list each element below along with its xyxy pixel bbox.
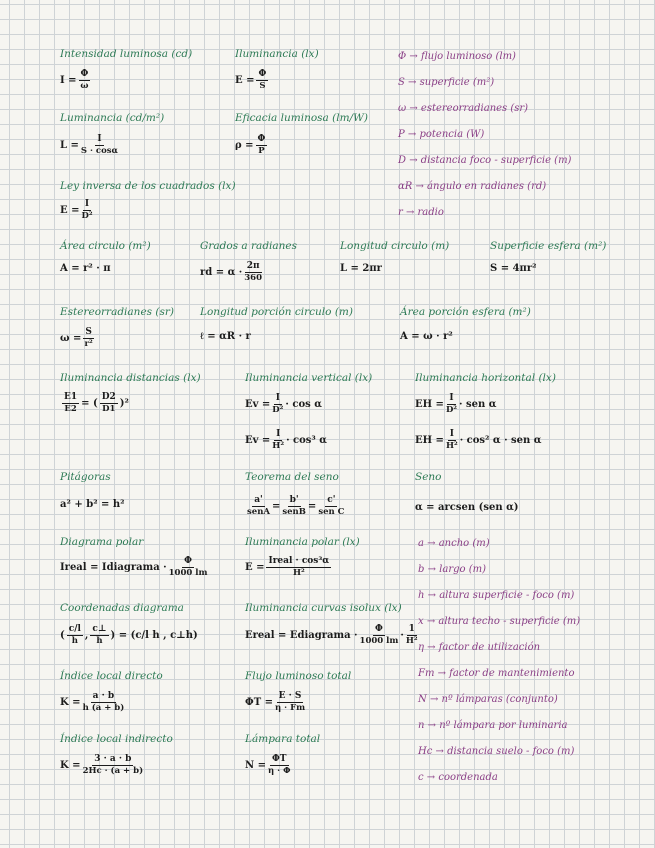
arrow-icon: →	[415, 181, 428, 192]
glossary-item	[418, 642, 540, 653]
glossary-symbol: c	[418, 772, 427, 783]
title-coordenadas: Coordenadas diagrama	[60, 602, 184, 614]
formula-coordenadas: ( $\frac{c/l}{h}$ , $\frac{c\perp}{h}$ ) = (c/l h , c⊥h)	[60, 624, 198, 646]
title-ilum-horizontal: Iluminancia horizontal (lx)	[415, 372, 556, 384]
formula-ilum-distancias: $\frac{E1}{E2}$ = ( $\frac{D2}{D1}$ )²	[64, 392, 129, 414]
glossary-symbol: η	[418, 642, 428, 653]
glossary-text: nº lámparas (conjunto)	[441, 694, 558, 705]
title-grados-radianes: Grados a radianes	[200, 240, 298, 252]
arrow-icon: →	[427, 720, 440, 731]
title-estereorradianes: Estereorradianes (sr)	[60, 306, 174, 318]
formula-ilum-vertical-2: Ev = $\frac{I}{\text{H²}}$ · cos³ α	[245, 429, 327, 451]
arrow-icon: →	[427, 564, 440, 575]
glossary-text: flujo luminoso (lm)	[420, 51, 516, 62]
arrow-icon: →	[426, 772, 439, 783]
glossary-item	[418, 590, 574, 601]
glossary-text: factor de mantenimiento	[449, 668, 575, 679]
title-area-porcion: Área porción esfera (m²)	[400, 306, 531, 318]
formula-grados-radianes: rd = α · $\frac{2\pi}{360}$	[200, 261, 263, 283]
title-luminancia: Luminancia (cd/m²)	[60, 112, 165, 124]
glossary-symbol: P	[398, 129, 408, 140]
title-ilum-curvas: Iluminancia curvas isolux (lx)	[245, 602, 402, 614]
title-ilum-polar: Iluminancia polar (lx)	[245, 536, 360, 548]
formula-longitud-porcion: ℓ = αR · r	[200, 331, 251, 342]
arrow-icon: →	[409, 103, 421, 114]
title-indice-directo: Índice local directo	[60, 670, 163, 682]
glossary-symbol: Hc	[418, 746, 436, 757]
formula-ilum-curvas: Ereal = Ediagrama · $\frac{\Phi}{1000 lm}$ · $\frac{1}{\text{H²}}$	[245, 624, 418, 646]
formula-luminancia: L = $\frac{I}{S \cdot \cos\alpha}$	[60, 134, 119, 156]
glossary-item	[398, 77, 494, 88]
formula-area-circulo: A = r² · π	[60, 263, 111, 274]
glossary-symbol: a	[418, 538, 428, 549]
title-inversa: Ley inversa de los cuadrados (lx)	[60, 180, 236, 192]
title-pitagoras: Pitágoras	[60, 471, 111, 483]
glossary-symbol: n	[418, 720, 428, 731]
glossary-symbol: h	[418, 590, 428, 601]
glossary-item	[418, 720, 567, 731]
arrow-icon: →	[427, 538, 439, 549]
glossary-text: estereorradianes (sr)	[420, 103, 529, 114]
formula-flujo-total: ΦT = $\frac{E \cdot S}{\eta \cdot Fm}$	[245, 691, 306, 713]
formula-seno: α = arcsen (sen α)	[415, 502, 519, 513]
glossary-symbol: r	[398, 207, 406, 218]
glossary-symbol: N	[418, 694, 430, 705]
formula-diagrama-polar: Ireal = Idiagrama · $\frac{\Phi}{1000 lm}$	[60, 556, 208, 578]
arrow-icon: →	[426, 616, 439, 627]
formula-superficie-esfera: S = 4πr²	[490, 263, 537, 274]
glossary-text: radio	[417, 207, 444, 218]
glossary-text: ancho (m)	[438, 538, 490, 549]
glossary-symbol: αR	[398, 181, 416, 192]
title-seno: Seno	[415, 471, 442, 483]
title-intensidad: Intensidad luminosa (cd)	[60, 48, 193, 60]
formula-ilum-polar: E = Ireal · cos³α H²	[245, 556, 330, 578]
glossary-symbol: b	[418, 564, 428, 575]
arrow-icon: →	[435, 746, 448, 757]
glossary-item	[418, 772, 498, 783]
title-ilum-distancias: Iluminancia distancias (lx)	[60, 372, 201, 384]
formula-iluminancia: E = $\frac{\Phi}{S}$	[235, 69, 267, 91]
title-iluminancia: Iluminancia (lx)	[235, 48, 319, 60]
glossary-text: coordenada	[438, 772, 498, 783]
glossary-item	[418, 564, 486, 575]
glossary-item	[398, 103, 528, 114]
glossary-text: altura superficie - foco (m)	[439, 590, 575, 601]
title-longitud-porcion: Longitud porción circulo (m)	[200, 306, 353, 318]
formula-ilum-vertical-1: Ev = $\frac{I}{\text{D²}}$ · cos α	[245, 393, 322, 415]
formula-intensidad: I = $\frac{\Phi}{\omega}$	[60, 69, 89, 91]
title-longitud-circulo: Longitud circulo (m)	[340, 240, 450, 252]
glossary-item	[398, 129, 484, 140]
formula-ilum-horizontal-1: EH = $\frac{I}{\text{D²}}$ · sen α	[415, 393, 497, 415]
arrow-icon: →	[427, 590, 440, 601]
arrow-icon: →	[437, 668, 450, 679]
glossary-text: superficie (m²)	[419, 77, 495, 88]
arrow-icon: →	[409, 155, 421, 166]
arrow-icon: →	[408, 77, 420, 88]
formula-longitud-circulo: L = 2πr	[340, 263, 382, 274]
formula-indice-directo: K = $\frac{a \cdot b}{h (a + b)}$	[60, 691, 125, 713]
title-lampara-total: Lámpara total	[245, 733, 321, 745]
glossary-symbol: Fm	[418, 668, 438, 679]
arrow-icon: →	[409, 51, 421, 62]
formula-ilum-horizontal-2: EH = $\frac{I}{\text{H²}}$ · cos² α · sen α	[415, 429, 542, 451]
title-flujo-total: Flujo luminoso total	[245, 670, 352, 682]
glossary-symbol: x	[418, 616, 427, 627]
arrow-icon: →	[407, 129, 420, 140]
glossary-text: nº lámpara por luminaria	[439, 720, 568, 731]
title-teorema-seno: Teorema del seno	[245, 471, 339, 483]
glossary-item	[418, 616, 580, 627]
glossary-text: ángulo en radianes (rd)	[427, 181, 547, 192]
glossary-symbol: ω	[398, 103, 410, 114]
title-diagrama-polar: Diagrama polar	[60, 536, 144, 548]
glossary-item	[398, 51, 516, 62]
glossary-item	[418, 694, 558, 705]
arrow-icon: →	[405, 207, 418, 218]
glossary-item	[398, 181, 546, 192]
arrow-icon: →	[427, 642, 439, 653]
formula-teorema-seno: a' senA = b' senB = c' sen C	[247, 495, 345, 517]
glossary-item	[398, 207, 444, 218]
glossary-text: factor de utilización	[438, 642, 541, 653]
formula-lampara-total: N = $\frac{\Phi T}{\eta \cdot \Phi}$	[245, 754, 291, 776]
title-ilum-vertical: Iluminancia vertical (lx)	[245, 372, 373, 384]
glossary-text: distancia foco - superficie (m)	[420, 155, 572, 166]
glossary-text: potencia (W)	[419, 129, 485, 140]
formula-area-porcion: A = ω · r²	[400, 331, 453, 342]
arrow-icon: →	[429, 694, 442, 705]
glossary-item	[418, 668, 574, 679]
formula-inversa: E = $\frac{I}{\text{D²}}$	[60, 199, 93, 221]
formula-pitagoras: a² + b² = h²	[60, 499, 125, 510]
title-superficie-esfera: Superficie esfera (m²)	[490, 240, 607, 252]
glossary-item	[418, 746, 574, 757]
title-indice-indirecto: Índice local indirecto	[60, 733, 173, 745]
glossary-text: distancia suelo - foco (m)	[447, 746, 575, 757]
glossary-item	[398, 155, 571, 166]
title-eficacia: Eficacia luminosa (lm/W)	[235, 112, 368, 124]
formula-eficacia: ρ = $\frac{\Phi}{P}$	[235, 134, 266, 156]
title-area-circulo: Área circulo (m²)	[60, 240, 151, 252]
glossary-text: largo (m)	[439, 564, 486, 575]
glossary-symbol: S	[398, 77, 409, 88]
glossary-symbol: D	[398, 155, 410, 166]
glossary-item	[418, 538, 490, 549]
glossary-symbol: Φ	[398, 51, 410, 62]
glossary-text: altura techo - superficie (m)	[438, 616, 581, 627]
formula-estereorradianes: ω = $\frac{S}{\text{r²}}$	[60, 327, 93, 349]
formula-indice-indirecto: K = $\frac{3 \cdot a \cdot b}{2Hc \cdot (a + b)}$	[60, 754, 144, 776]
